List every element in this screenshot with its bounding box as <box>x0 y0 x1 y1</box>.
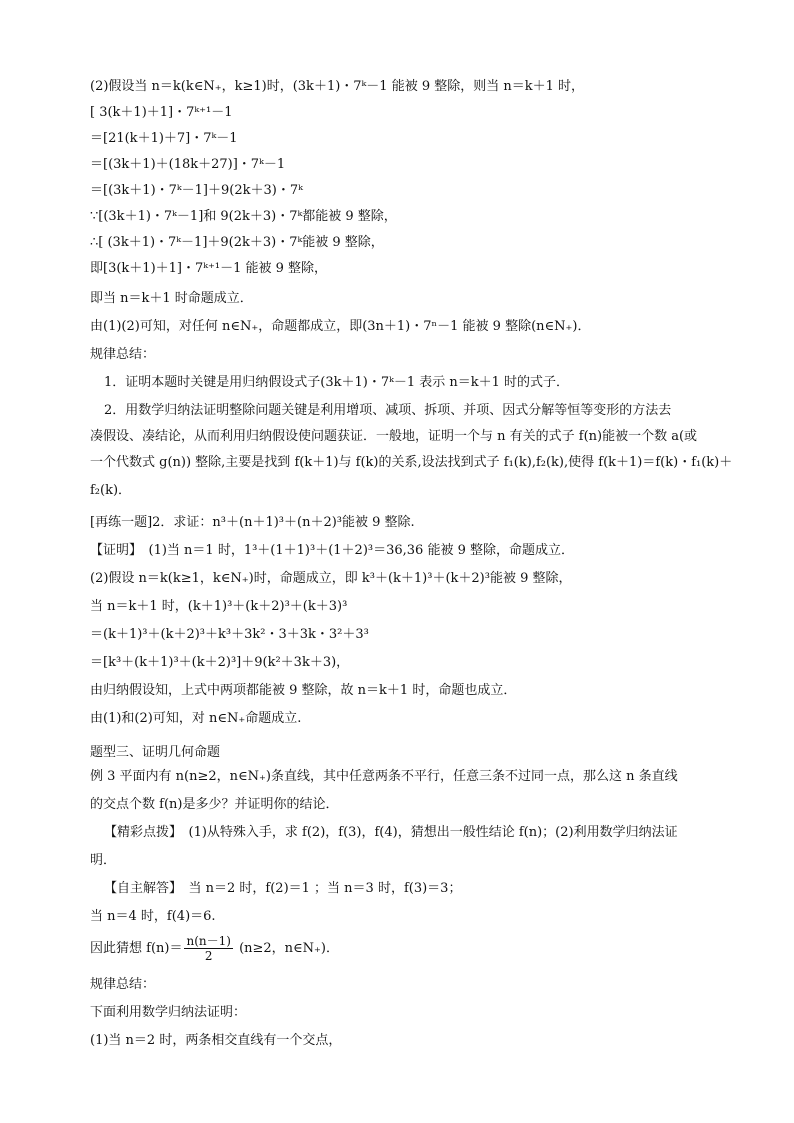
text-line: ＝[21(k＋1)＋7]・7ᵏ－1 <box>90 131 238 146</box>
text-line: 下面利用数学归纳法证明： <box>90 1005 247 1020</box>
text-line: ∵[(3k＋1)・7ᵏ－1]和 9(2k＋3)・7ᵏ都能被 9 整除， <box>90 209 397 224</box>
conjecture-fraction <box>184 934 232 963</box>
text-line: 【证明】 (1)当 n＝1 时，1³＋(1＋1)³＋(1＋2)³＝36,36 能被 9 整除，命题成立． <box>90 543 574 558</box>
text-line: 【精彩点拨】 (1)从特殊入手，求 f(2)，f(3)，f(4)，猜想出一般性结论 f(n)；(2)利用数学归纳法证 <box>104 825 678 840</box>
text-line: ∴[ (3k＋1)・7ᵏ－1]＋9(2k＋3)・7ᵏ能被 9 整除， <box>90 235 384 250</box>
text-line: 当 n＝k＋1 时，(k＋1)³＋(k＋2)³＋(k＋3)³ <box>90 599 348 614</box>
text-line: 明． <box>90 853 117 868</box>
text-line: 规律总结： <box>90 347 156 362</box>
text-line: ＝[(3k＋1)・7ᵏ－1]＋9(2k＋3)・7ᵏ <box>90 183 303 198</box>
text-line: [ 3(k＋1)＋1]・7ᵏ⁺¹－1 <box>90 105 233 120</box>
text-line: 【自主解答】 当 n＝2 时，f(2)＝1 ；当 n＝3 时，f(3)＝3； <box>104 881 462 896</box>
text-line: (1)当 n＝2 时，两条相交直线有一个交点， <box>90 1033 342 1048</box>
conjecture-prefix: 因此猜想 f(n)＝ <box>90 941 183 956</box>
text-line: 由(1)和(2)可知，对 n∈N₊命题成立. <box>90 711 302 726</box>
text-line: 当 n＝4 时，f(4)＝6. <box>90 909 216 924</box>
text-line: 由归纳假设知，上式中两项都能被 9 整除，故 n＝k＋1 时，命题也成立． <box>90 683 517 698</box>
text-line: 一个代数式 g(n)) 整除,主要是找到 f(k＋1)与 f(k)的关系,设法找到式子 f₁(k),f₂(k),使得 f(k＋1)＝f(k)・f₁(k)＋ <box>90 455 733 470</box>
text-line: (2)假设当 n＝k(k∈N₊，k≥1)时，(3k＋1)・7ᵏ－1 能被 9 整除，则当 n＝k＋1 时， <box>90 79 585 94</box>
text-line: ＝[(3k＋1)＋(18k＋27)]・7ᵏ－1 <box>90 157 286 172</box>
text-line: 即当 n＝k＋1 时命题成立． <box>90 291 253 306</box>
text-line: 凑假设、凑结论，从而利用归纳假设使问题获证．一般地，证明一个与 n 有关的式子 f(n)能被一个数 a(或 <box>90 429 698 444</box>
text-line: 例 3 平面内有 n(n≥2，n∈N₊)条直线，其中任意两条不平行，任意三条不过同一点，那么这 n 条直线 <box>90 769 678 784</box>
text-line: 规律总结： <box>90 977 156 992</box>
conjecture-suffix: (n≥2，n∈N₊)． <box>234 941 339 956</box>
text-line: [再练一题]2．求证：n³＋(n＋1)³＋(n＋2)³能被 9 整除. <box>90 515 415 530</box>
text-line: 的交点个数 f(n)是多少？并证明你的结论． <box>90 797 339 812</box>
text-line: 1．证明本题时关键是用归纳假设式子(3k＋1)・7ᵏ－1 表示 n＝k＋1 时的式子． <box>104 375 570 390</box>
text-line: 2．用数学归纳法证明整除问题关键是利用增项、减项、拆项、并项、因式分解等恒等变形的方法去 <box>104 403 672 418</box>
text-line: f₂(k)． <box>90 483 132 498</box>
text-line: ＝(k＋1)³＋(k＋2)³＋k³＋3k²・3＋3k・3²＋3³ <box>90 627 369 642</box>
text-line: ＝[k³＋(k＋1)³＋(k＋2)³]＋9(k²＋3k＋3)， <box>90 655 350 670</box>
text-line: 题型三、证明几何命题 <box>90 745 221 760</box>
text-line: 由(1)(2)可知，对任何 n∈N₊，命题都成立，即(3n＋1)・7ⁿ－1 能被 9 整除(n∈N₊)． <box>90 319 591 334</box>
conjecture-line <box>90 934 730 963</box>
fraction-numerator: n(n－1) <box>186 934 231 948</box>
text-line: 即[3(k＋1)＋1]・7ᵏ⁺¹－1 能被 9 整除， <box>90 261 328 276</box>
fraction-denominator: 2 <box>204 949 213 963</box>
text-line: (2)假设 n＝k(k≥1，k∈N₊)时，命题成立，即 k³＋(k＋1)³＋(k＋2)³能被 9 整除， <box>90 571 572 586</box>
